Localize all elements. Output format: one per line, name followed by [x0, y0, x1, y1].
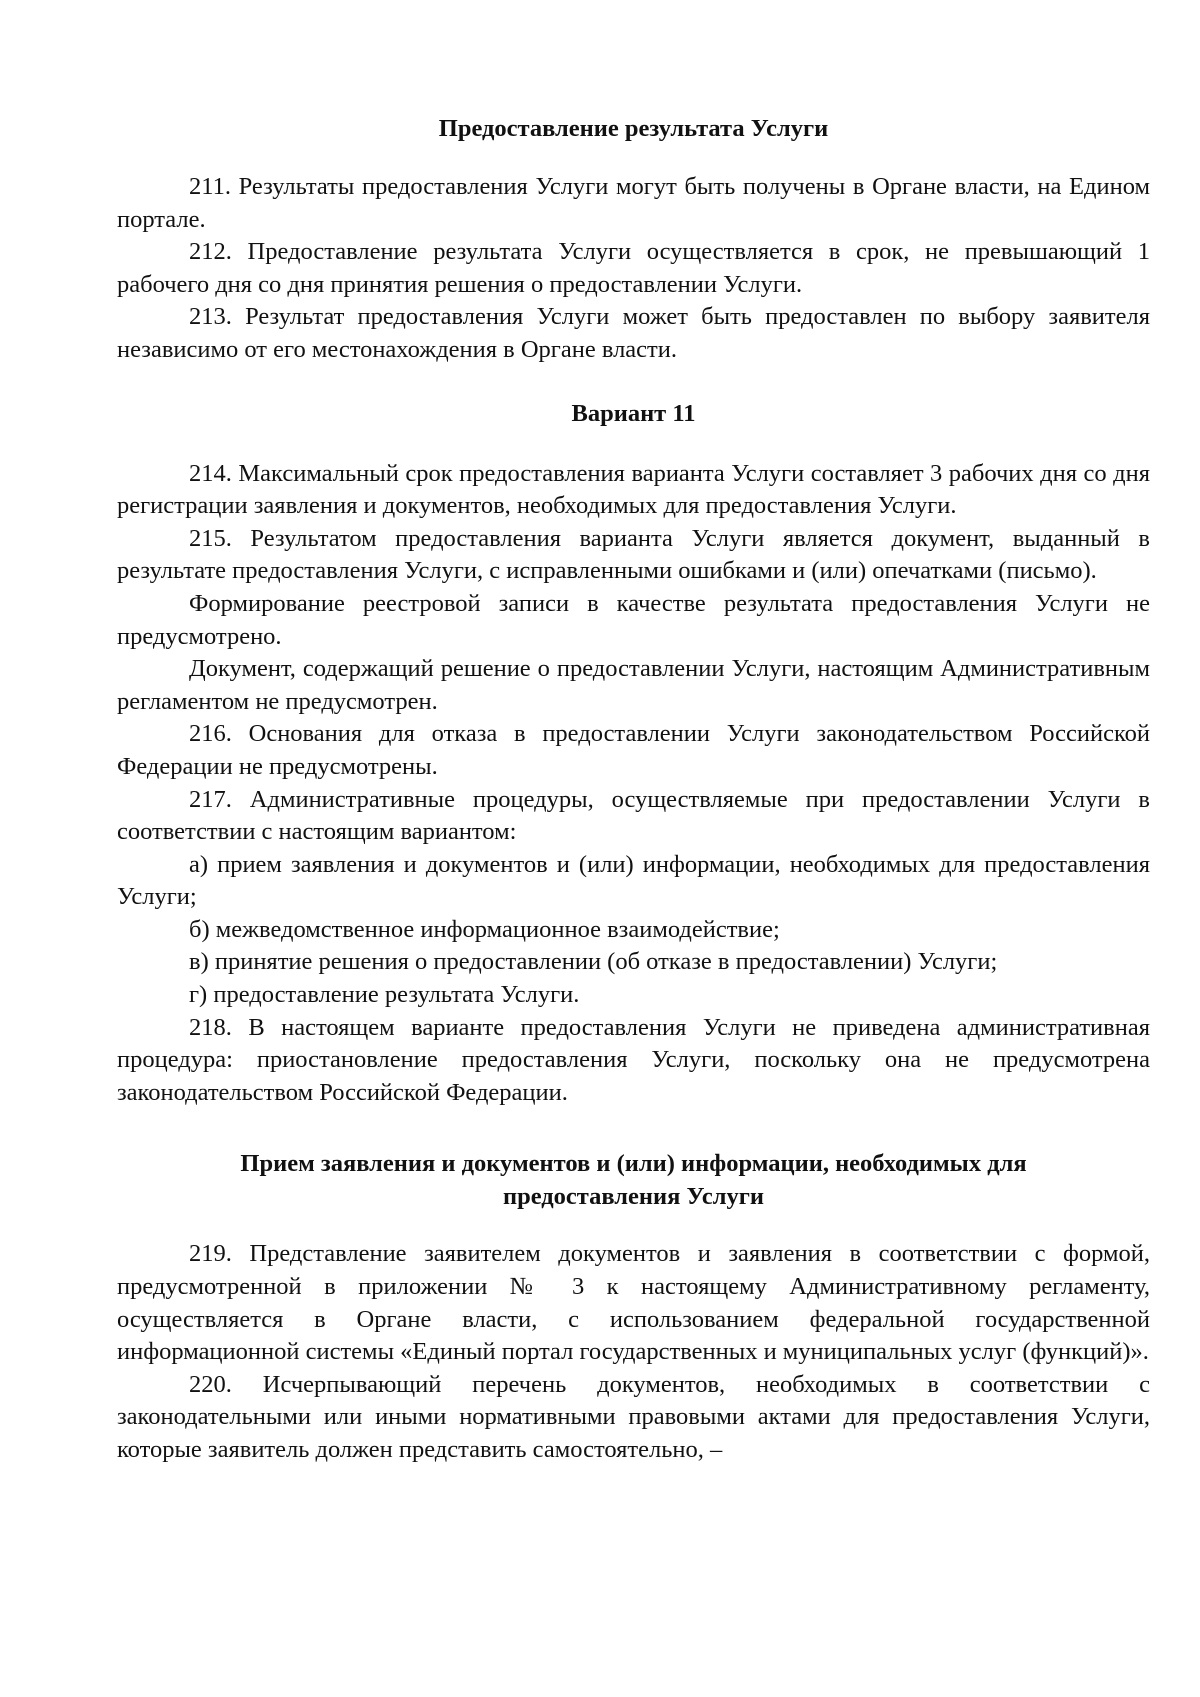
paragraph-219: 219. Представление заявителем документов и заявления в соответствии с формой, предусмотренной в приложении № 3 к настоящему Административному регламенту, осуществляется в Органе власти, с использованием федеральной государственной информационной системы «Единый портал государственных и муниципальных услуг (функций)». [117, 1240, 1150, 1366]
paragraph-214: 214. Максимальный срок предоставления варианта Услуги составляет 3 рабочих дня со дня регистрации заявления и документов, необходимых для предоставления Услуги. [117, 459, 1150, 520]
paragraph-registry-record: Формирование реестровой записи в качестве результата предоставления Услуги не предусмотрено. [117, 589, 1150, 650]
heading-line-2: предоставления Услуги [503, 1183, 764, 1211]
section-heading-application-intake [117, 1147, 1150, 1213]
paragraph-212: 212. Предоставление результата Услуги осуществляется в срок, не превышающий 1 рабочего дня со дня принятия решения о предоставлении Услуги. [117, 238, 1150, 298]
paragraph-216: 216. Основания для отказа в предоставлении Услуги законодательством Российской Федерации не предусмотрены. [117, 720, 1150, 780]
paragraph-decision-document: Документ, содержащий решение о предоставлении Услуги, настоящим Административным регламентом не предусмотрен. [117, 655, 1150, 715]
list-item-b: б) межведомственное информационное взаимодействие; [189, 915, 780, 943]
list-item-v: в) принятие решения о предоставлении (об отказе в предоставлении) Услуги; [189, 948, 998, 976]
list-item-a: а) прием заявления и документов и (или) информации, необходимых для предоставления Услуги; [117, 850, 1150, 911]
paragraph-213: 213. Результат предоставления Услуги может быть предоставлен по выбору заявителя независимо от его местонахождения в Органе власти. [117, 303, 1150, 363]
paragraph-217: 217. Административные процедуры, осуществляемые при предоставлении Услуги в соответствии с настоящим вариантом: [117, 785, 1150, 846]
document-page [117, 112, 1150, 1467]
paragraph-215: 215. Результатом предоставления варианта Услуги является документ, выданный в результате предоставления Услуги, с исправленными ошибками и (или) опечатками (письмо). [117, 524, 1150, 585]
paragraph-218: 218. В настоящем варианте предоставления Услуги не приведена административная процедура: приостановление предоставления Услуги, поскольку она не предусмотрена законодательством Российской Федерации. [117, 1013, 1150, 1106]
heading-line-1: Прием заявления и документов и (или) информации, необходимых для [240, 1150, 1027, 1178]
paragraph-211: 211. Результаты предоставления Услуги могут быть получены в Органе власти, на Едином портале. [117, 173, 1150, 233]
paragraph-220: 220. Исчерпывающий перечень документов, необходимых в соответствии с законодательными или иными нормативными правовыми актами для предоставления Услуги, которые заявитель должен представить самостоятельно, – [117, 1370, 1150, 1463]
section-heading-variant-11: Вариант 11 [571, 399, 696, 427]
list-item-g: г) предоставление результата Услуги. [189, 981, 580, 1009]
section-heading-result: Предоставление результата Услуги [438, 115, 829, 142]
